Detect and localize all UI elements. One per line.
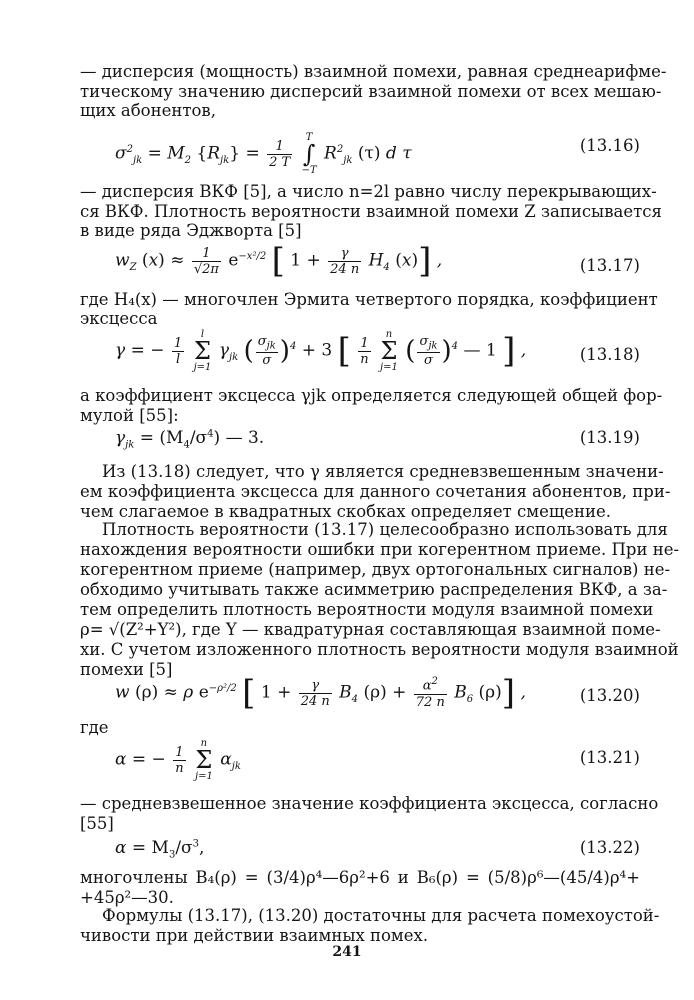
text-line: ем коэффициента эксцесса для данного сочетания абонентов, при- [80,482,671,501]
equation-number: (13.17) [579,256,640,275]
text-line: тем определить плотность вероятности модуля взаимной помехи [80,600,654,619]
equation-number: (13.21) [579,748,640,767]
text-line: ся ВКФ. Плотность вероятности взаимной помехи Z записывается [80,202,662,221]
equation-13-16: $\sigma^2_{jk} = M_2$ $\{R_{jk}\}$ = $\frac{1}{2 T}$ T ∫ −T $R^2_{jk}$ (τ) d τ (13.16) [115,132,640,176]
text-line: чивости при действии взаимных помех. [80,926,429,945]
text-line: [55] [80,814,114,833]
text-line: щих абонентов, [80,101,216,120]
equation-number: (13.19) [579,428,640,447]
text-line: где [80,718,109,737]
equation-13-21: α = − $\frac{1}{n}$ n Σ j=1 $\alpha_{jk}$ (13.21) [115,738,640,782]
text-line: — дисперсия ВКФ [5], а число n=2l равно числу перекрывающих- [80,182,657,201]
text-line: эксцесса [80,309,158,328]
text-line: в виде ряда Эджворта [5] [80,221,302,240]
text-line: +45ρ²—30. [80,888,174,907]
text-line: — средневзвешенное значение коэффициента эксцесса, согласно [80,794,659,813]
equation-13-19: $\gamma_{jk} = (M_4/\sigma^4)$ — 3. (13.19) [115,428,640,451]
text-line: где H₄(x) — многочлен Эрмита четвертого порядка, коэффициент [80,290,658,309]
page-number: 241 [332,944,362,960]
equation-13-20: w (ρ) ≈ ρ $e^{-\rho^2/2}$ [ 1 + $\frac{\gamma}{24 n}$ $B_4$ (ρ) + $\frac{\alpha^2}{72 n}$ $B_6$ (ρ)] , (13.20) [115,673,640,713]
equation-13-18: γ = − $\frac{1}{l}$ l Σ j=1 $\gamma_{jk}$ ( $\frac{\sigma_{jk}}{\sigma}$ )$^4$ + 3 [ $\frac{1}{n}$ n Σ j=1 ( $\frac{\sigma_{jk}}{\sigma}$ )$^4$ — 1 ] , (13.18) [115,329,640,373]
text-line: а коэффициент эксцесса γjk определяется следующей общей фор- [80,386,663,405]
text-line: многочлены B₄(ρ) = (3/4)ρ⁴—6ρ²+6 и B₆(ρ) = (5/8)ρ⁶—(45/4)ρ⁴+ [80,868,640,887]
text-line: нахождения вероятности ошибки при когерентном приеме. При не- [80,540,680,559]
text-line: Из (13.18) следует, что γ является средневзвешенным значени- [102,462,664,481]
equation-number: (13.22) [579,838,640,857]
text-line: — дисперсия (мощность) взаимной помехи, равная среднеарифме- [80,62,667,81]
equation-number: (13.16) [579,136,640,155]
text-line: когерентном приеме (например, двух ортогональных сигналов) не- [80,560,671,579]
text-line: ρ= √(Z²+Y²), где Y — квадратурная составляющая взаимной поме- [80,620,661,639]
text-line: чем слагаемое в квадратных скобках определяет смещение. [80,502,611,521]
text-line: тическому значению дисперсий взаимной помехи от всех мешаю- [80,82,662,101]
text-line: хи. С учетом изложенного плотность вероятности модуля взаимной [80,640,679,659]
equation-13-17: $w_Z$ (x) ≈ $\frac{1}{√2\pi}$ $e^{-x^2/2}$ [ 1 + $\frac{\gamma}{24 n}$ $H_4$ (x)] , (13.17) [115,241,640,281]
text-line: Плотность вероятности (13.17) целесообразно использовать для [102,520,668,539]
equation-number: (13.18) [579,345,640,364]
text-line: помехи [5] [80,660,173,679]
equation-number: (13.20) [579,686,640,705]
equation-13-22: $\alpha = M_3/\sigma^3$, (13.22) [115,838,640,861]
text-line: обходимо учитывать также асимметрию распределения ВКФ, а за- [80,580,668,599]
text-line: мулой [55]: [80,406,179,425]
text-line: Формулы (13.17), (13.20) достаточны для расчета помехоустой- [102,906,660,925]
